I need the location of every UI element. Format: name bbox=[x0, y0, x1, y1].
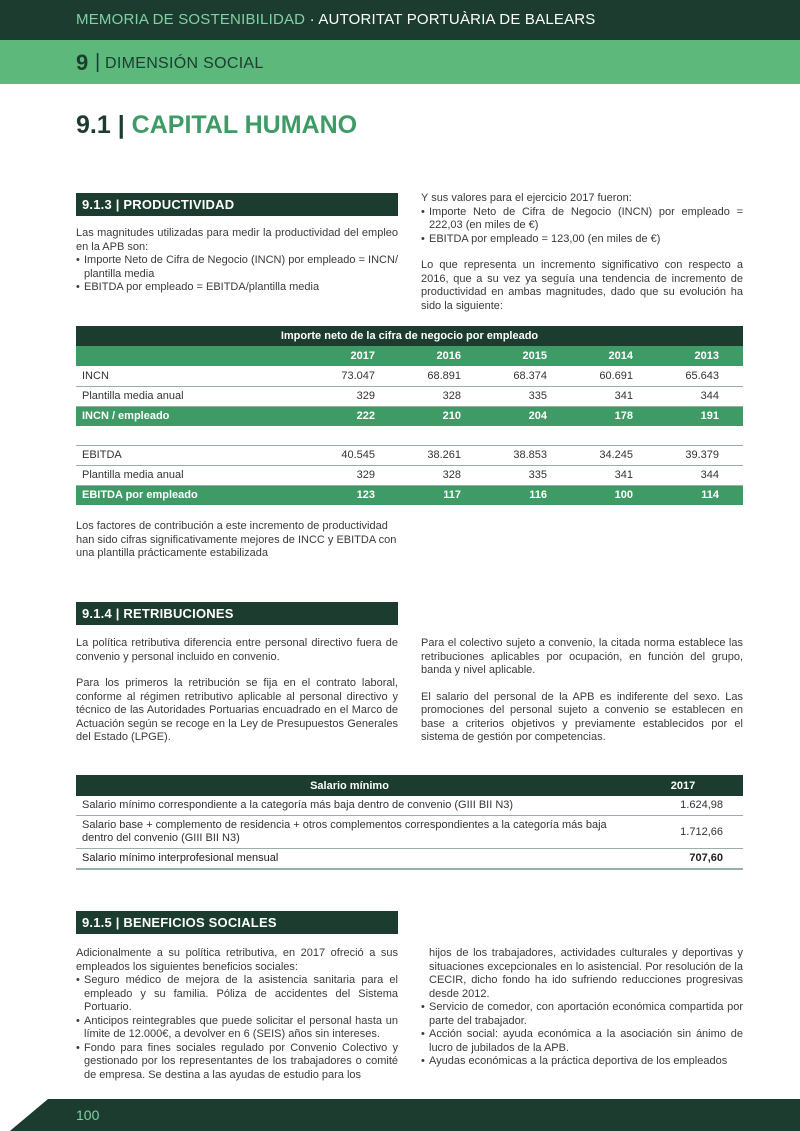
chapter-title: DIMENSIÓN SOCIAL bbox=[105, 55, 264, 72]
column-header: 2016 bbox=[399, 346, 485, 366]
table-cell: 38.853 bbox=[485, 445, 571, 465]
row-label: Plantilla media anual bbox=[76, 386, 313, 406]
table-cell: 68.374 bbox=[485, 366, 571, 386]
table-row bbox=[76, 796, 743, 816]
report-header-text bbox=[76, 11, 596, 28]
table-cell: 344 bbox=[657, 465, 743, 485]
column-header: 2017 bbox=[623, 775, 743, 796]
footer-decoration bbox=[0, 1099, 48, 1131]
table-cell: 328 bbox=[399, 465, 485, 485]
chapter-number: 9 bbox=[76, 50, 89, 75]
productividad-conclusion: Los factores de contribución a este incremento de productividad han sido cifras significativamente mejores de INCC y EBITDA con una plantilla prácticamente estabilizada bbox=[76, 520, 397, 559]
table-cell: 38.261 bbox=[399, 445, 485, 465]
row-label: EBITDA bbox=[76, 445, 313, 465]
report-header bbox=[0, 0, 800, 40]
page-title-text: CAPITAL HUMANO bbox=[131, 111, 358, 139]
table-cell: 707,60 bbox=[623, 849, 743, 870]
list-item: • Ayudas económicas a la práctica deportiva de los empleados bbox=[421, 1055, 743, 1069]
column-header: 2013 bbox=[657, 346, 743, 366]
table-caption: Importe neto de la cifra de negocio por empleado bbox=[76, 326, 743, 346]
beneficios-bullets-left bbox=[76, 974, 398, 1082]
table-cell: 100 bbox=[571, 485, 657, 505]
productividad-bullets bbox=[76, 254, 398, 295]
column-header: Salario mínimo bbox=[76, 775, 623, 796]
page-title-number: 9.1 | bbox=[76, 111, 125, 139]
list-item: • EBITDA por empleado = 123,00 (en miles de €) bbox=[421, 233, 743, 247]
productividad-comment: Lo que representa un incremento significativo con respecto a 2016, que a su vez ya seguía una tendencia de incremento de productividad en ambas magnitudes, dado que su evolución ha sido la siguiente: bbox=[421, 259, 743, 312]
table-cell: 344 bbox=[657, 386, 743, 406]
list-item: • Servicio de comedor, con aportación económica compartida por parte del trabajador. bbox=[421, 1001, 743, 1028]
table-cell: 117 bbox=[399, 485, 485, 505]
productividad-left-text bbox=[76, 227, 398, 295]
table-cell: 116 bbox=[485, 485, 571, 505]
list-item: • Seguro médico de mejora de la asistencia sanitaria para el empleado y su familia. Póliza de accidentes del Sistema Portuario. bbox=[76, 974, 398, 1015]
report-title: MEMORIA DE SOSTENIBILIDAD bbox=[76, 11, 306, 28]
table-row bbox=[76, 816, 743, 849]
table-cell: 329 bbox=[313, 465, 399, 485]
page-footer bbox=[0, 1099, 800, 1131]
page-number: 100 bbox=[76, 1107, 100, 1123]
row-label: Plantilla media anual bbox=[76, 465, 313, 485]
page-title bbox=[76, 111, 357, 140]
column-header: 2014 bbox=[571, 346, 657, 366]
table-cell: 335 bbox=[485, 465, 571, 485]
beneficios-continuation: hijos de los trabajadores, actividades culturales y deportivas y situaciones excepcionales en lo asistencial. Por resolución de la CECIR, dicho fondo ha ido sufriendo reducciones progresivas desde 2012. bbox=[429, 947, 743, 1000]
beneficios-left-text bbox=[76, 947, 398, 1082]
table-cell: 1.712,66 bbox=[623, 816, 743, 849]
table-cell: 341 bbox=[571, 465, 657, 485]
list-item: • Importe Neto de Cifra de Negocio (INCN) por empleado = 222,03 (en miles de €) bbox=[421, 206, 743, 233]
row-label: INCN / empleado bbox=[76, 406, 313, 426]
list-item: • Anticipos reintegrables que puede solicitar el personal hasta un límite de 12.000€, a devolver en 6 (SEIS) años sin intereses. bbox=[76, 1015, 398, 1042]
heading-retribuciones: 9.1.4 | RETRIBUCIONES bbox=[76, 602, 398, 625]
retribuciones-left-text bbox=[76, 637, 398, 758]
productividad-after-table bbox=[76, 520, 398, 574]
chapter-divider: | bbox=[95, 51, 101, 73]
retribuciones-p2: Para los primeros la retribución se fija en el contrato laboral, conforme al régimen retributivo aplicable al personal directivo y técnico de las Autoridades Portuarias encuadrado en el Marco de Actuación según se recoge en la Ley de Presupuestos Generales del Estado (LPGE). bbox=[76, 677, 398, 743]
table-cell: 123 bbox=[313, 485, 399, 505]
table-cell: 341 bbox=[571, 386, 657, 406]
column-header: 2017 bbox=[313, 346, 399, 366]
table-cell: 210 bbox=[399, 406, 485, 426]
productividad-intro: Las magnitudes utilizadas para medir la productividad del empleo en la APB son: bbox=[76, 227, 398, 253]
productividad-right-text bbox=[421, 192, 743, 326]
table-cell: 114 bbox=[657, 485, 743, 505]
table-row bbox=[76, 849, 743, 870]
row-label: Salario base + complemento de residencia + otros complementos correspondientes a la categoría más baja dentro del convenio (GIII BII N3) bbox=[76, 816, 623, 849]
column-header: 2015 bbox=[485, 346, 571, 366]
retribuciones-p1: La política retributiva diferencia entre personal directivo fuera de convenio y personal incluido en convenio. bbox=[76, 637, 398, 663]
table-cell: 60.691 bbox=[571, 366, 657, 386]
beneficios-right-text bbox=[421, 947, 743, 1069]
retribuciones-p3: Para el colectivo sujeto a convenio, la citada norma establece las retribuciones aplicables por ocupación, en función del grupo, banda y nivel aplicable. bbox=[421, 637, 743, 676]
table-row-highlight bbox=[76, 406, 743, 426]
table-cell: 39.379 bbox=[657, 445, 743, 465]
table-cell: 328 bbox=[399, 386, 485, 406]
table-cell: 40.545 bbox=[313, 445, 399, 465]
productividad-table bbox=[76, 326, 743, 505]
table-row-highlight bbox=[76, 485, 743, 505]
organization-name: AUTORITAT PORTUÀRIA DE BALEARS bbox=[318, 11, 596, 28]
productividad-values-intro: Y sus valores para el ejercicio 2017 fueron: bbox=[421, 192, 632, 204]
productividad-values-bullets bbox=[421, 206, 743, 247]
table-header-blank bbox=[76, 346, 313, 366]
table-cell: 204 bbox=[485, 406, 571, 426]
table-cell: 191 bbox=[657, 406, 743, 426]
retribuciones-p4: El salario del personal de la APB es indiferente del sexo. Las promociones del personal sujeto a convenio se establecen en base a criterios objetivos y previamente establecidos por el sistema de gestión por competencias. bbox=[421, 690, 743, 743]
heading-productividad: 9.1.3 | PRODUCTIVIDAD bbox=[76, 193, 398, 216]
beneficios-intro: Adicionalmente a su política retributiva, en 2017 ofreció a sus empleados los siguientes beneficios sociales: bbox=[76, 947, 398, 973]
table-cell: 34.245 bbox=[571, 445, 657, 465]
row-label: EBITDA por empleado bbox=[76, 485, 313, 505]
row-label: INCN bbox=[76, 366, 313, 386]
beneficios-bullets-right bbox=[421, 1001, 743, 1069]
list-item: • Importe Neto de Cifra de Negocio (INCN) por empleado = INCN/ plantilla media bbox=[76, 254, 398, 281]
table-cell: 1.624,98 bbox=[623, 796, 743, 816]
table-row bbox=[76, 465, 743, 485]
table-spacer-row bbox=[76, 426, 743, 445]
table-cell: 178 bbox=[571, 406, 657, 426]
table-cell: 335 bbox=[485, 386, 571, 406]
list-item: • Acción social: ayuda económica a la asociación sin ánimo de lucro de jubilados de la APB. bbox=[421, 1028, 743, 1055]
table-cell: 68.891 bbox=[399, 366, 485, 386]
list-item: • EBITDA por empleado = EBITDA/plantilla media bbox=[76, 281, 398, 295]
table-cell: 329 bbox=[313, 386, 399, 406]
heading-beneficios: 9.1.5 | BENEFICIOS SOCIALES bbox=[76, 911, 398, 934]
chapter-bar bbox=[0, 40, 800, 84]
row-label: Salario mínimo correspondiente a la categoría más baja dentro de convenio (GIII BII N3) bbox=[76, 796, 623, 816]
salario-table bbox=[76, 775, 743, 870]
list-item: • Fondo para fines sociales regulado por Convenio Colectivo y gestionado por los representantes de los trabajadores o comité de empresa. Se destina a las ayudas de estudio para los bbox=[76, 1042, 398, 1083]
retribuciones-right-text bbox=[421, 637, 743, 758]
table-cell: 73.047 bbox=[313, 366, 399, 386]
table-cell: 65.643 bbox=[657, 366, 743, 386]
table-row bbox=[76, 366, 743, 386]
table-cell: 222 bbox=[313, 406, 399, 426]
table-row bbox=[76, 445, 743, 465]
row-label: Salario mínimo interprofesional mensual bbox=[76, 849, 623, 870]
table-row bbox=[76, 386, 743, 406]
header-separator: · bbox=[305, 11, 319, 28]
